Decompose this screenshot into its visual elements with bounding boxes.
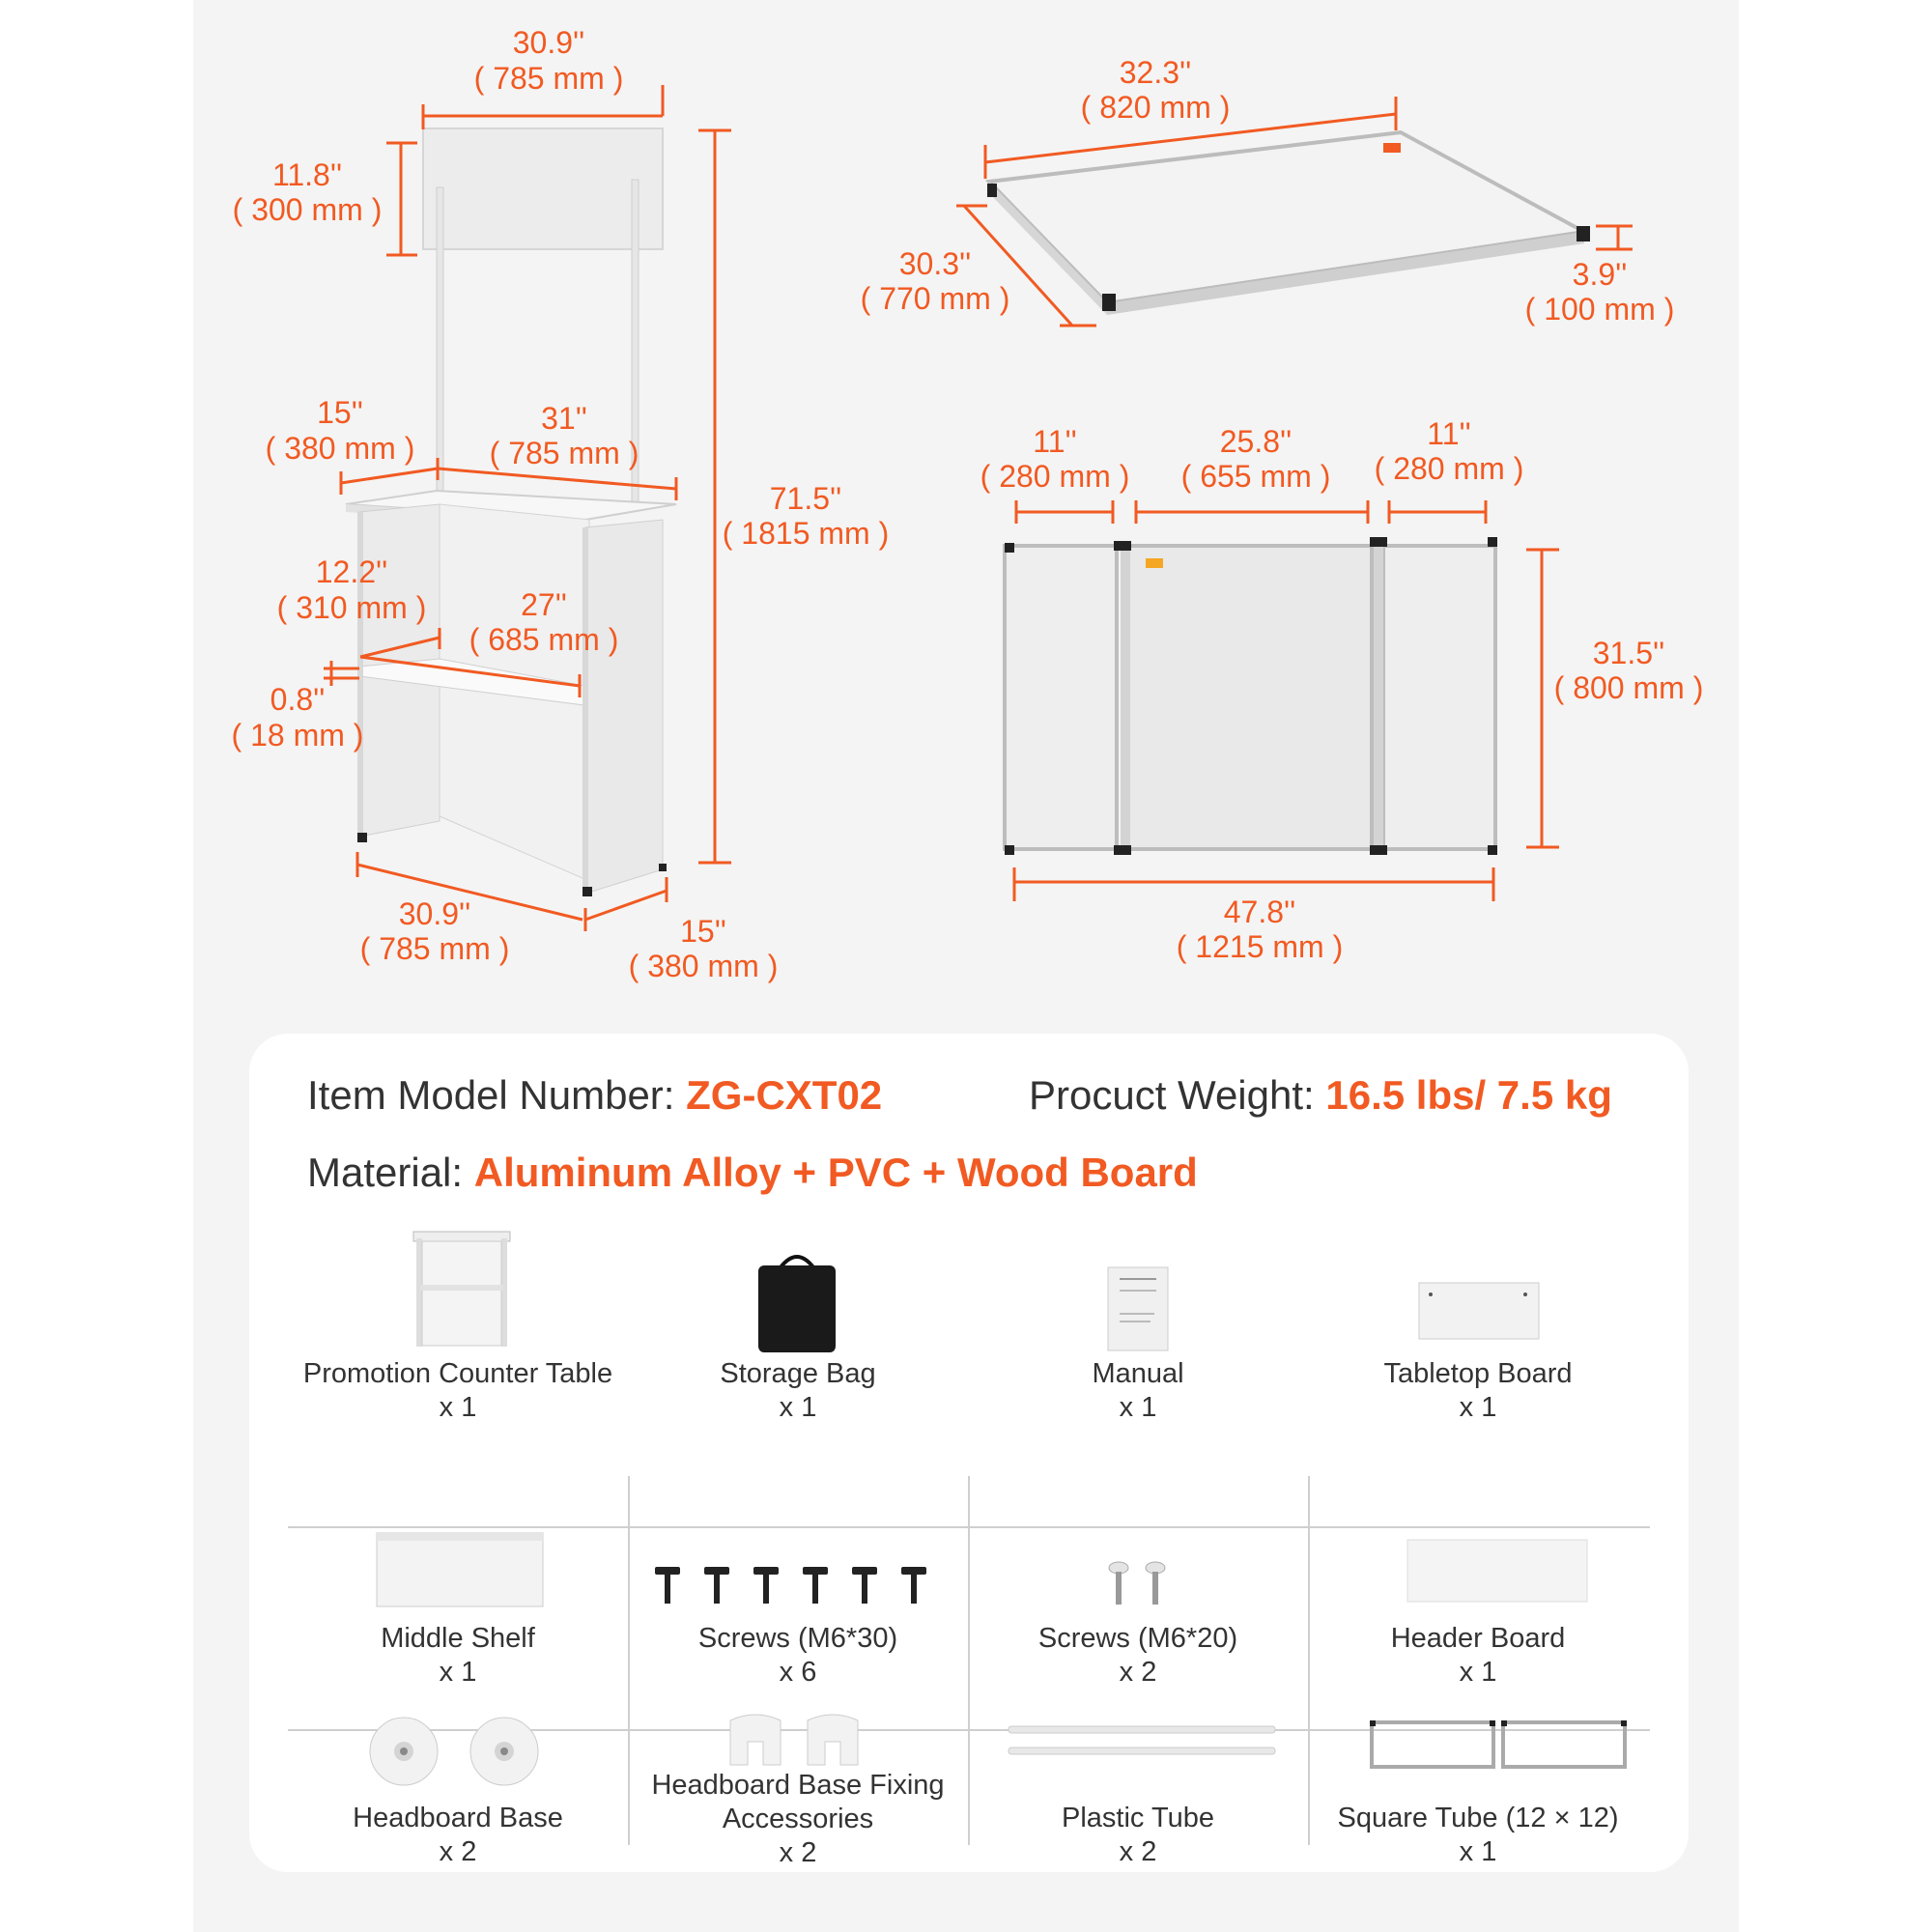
dim-shelf-depth: 12.2'' ( 310 mm ) — [276, 554, 427, 625]
part-qty: x 1 — [439, 1657, 477, 1688]
square-tube-icon — [1368, 1719, 1629, 1771]
dim-folded-width: 32.3'' ( 820 mm ) — [1080, 55, 1231, 125]
part-name: Headboard Base — [353, 1803, 563, 1833]
part-name: Plastic Tube — [1062, 1803, 1214, 1833]
part-name: Screws (M6*20) — [1037, 1623, 1238, 1654]
headboard-base-icon — [367, 1715, 543, 1788]
part-name: Headboard Base Fixing Accessories — [651, 1770, 945, 1834]
part-name: Manual — [1092, 1358, 1184, 1389]
dim-total-height: 71.5'' ( 1815 mm ) — [722, 481, 890, 551]
part-qty: x 1 — [1119, 1392, 1157, 1423]
plastic-tube-icon — [1007, 1722, 1277, 1761]
part-name: Storage Bag — [720, 1358, 876, 1389]
part-name: Promotion Counter Table — [302, 1358, 613, 1389]
part-plastic-tube — [968, 1734, 1308, 1867]
part-name: Square Tube (12 × 12) — [1337, 1803, 1619, 1833]
part-tabletop-board — [1308, 1227, 1648, 1517]
middle-shelf-icon — [375, 1531, 545, 1608]
dim-panel-left: 11'' ( 280 mm ) — [980, 424, 1130, 494]
part-qty: x 2 — [1119, 1657, 1157, 1688]
part-name: Screws (M6*30) — [697, 1623, 898, 1654]
part-qty: x 1 — [1459, 1392, 1497, 1423]
part-qty: x 2 — [439, 1836, 477, 1867]
counter-table-icon — [409, 1227, 515, 1352]
part-square-tube — [1308, 1734, 1648, 1867]
specs-panel — [249, 1034, 1689, 1872]
fixing-accessory-icon — [728, 1713, 864, 1767]
product-weight: Procuct Weight: 16.5 lbs/ 7.5 kg — [1029, 1072, 1612, 1118]
part-storage-bag — [628, 1227, 968, 1517]
panel-drawing — [1005, 537, 1497, 855]
dim-folded-thickness: 3.9'' ( 100 mm ) — [1524, 257, 1675, 327]
dim-panel-total: 47.8'' ( 1215 mm ) — [1176, 895, 1344, 964]
parts-grid — [288, 1227, 1650, 1868]
folded-case-drawing — [987, 132, 1590, 315]
header-board-icon — [1406, 1538, 1589, 1604]
screw-icon — [653, 1565, 943, 1607]
dim-base-width: 30.9'' ( 785 mm ) — [359, 896, 510, 966]
part-screws-m6-30 — [628, 1531, 968, 1724]
material: Material: Aluminum Alloy + PVC + Wood Board — [307, 1150, 1198, 1195]
part-qty: x 2 — [1119, 1836, 1157, 1867]
storage-bag-icon — [753, 1246, 840, 1357]
dim-header-width: 30.9'' ( 785 mm ) — [473, 25, 624, 96]
part-qty: x 6 — [779, 1657, 817, 1688]
dim-shelf-width: 27'' ( 685 mm ) — [469, 587, 619, 657]
counter-drawing — [346, 128, 676, 896]
model-number: Item Model Number: ZG-CXT02 — [307, 1072, 883, 1118]
screw-icon — [1107, 1560, 1169, 1612]
part-qty: x 1 — [439, 1392, 477, 1423]
part-manual — [968, 1227, 1308, 1517]
part-qty: x 1 — [1459, 1836, 1497, 1867]
part-name: Middle Shelf — [381, 1623, 535, 1654]
part-fixing-accessories — [628, 1734, 968, 1868]
dim-top-width: 31'' ( 785 mm ) — [489, 401, 639, 470]
part-headboard-base — [288, 1734, 628, 1867]
part-screws-m6-20 — [968, 1531, 1308, 1724]
dim-folded-depth: 30.3'' ( 770 mm ) — [860, 246, 1010, 316]
part-middle-shelf — [288, 1531, 628, 1724]
part-header-board — [1308, 1531, 1648, 1724]
part-qty: x 1 — [779, 1392, 817, 1423]
part-counter-table — [288, 1227, 628, 1517]
part-qty: x 2 — [779, 1837, 817, 1868]
tabletop-board-icon — [1417, 1281, 1541, 1341]
dim-shelf-thickness: 0.8'' ( 18 mm ) — [231, 682, 364, 753]
part-name: Tabletop Board — [1383, 1358, 1573, 1389]
part-name: Header Board — [1390, 1623, 1566, 1654]
dim-panel-center: 25.8'' ( 655 mm ) — [1180, 424, 1331, 494]
dim-header-height: 11.8'' ( 300 mm ) — [232, 157, 383, 227]
dim-panel-height: 31.5'' ( 800 mm ) — [1553, 636, 1704, 705]
dim-base-depth: 15'' ( 380 mm ) — [628, 914, 779, 983]
part-qty: x 1 — [1459, 1657, 1497, 1688]
dim-top-left: 15'' ( 380 mm ) — [265, 395, 415, 466]
manual-icon — [1106, 1265, 1170, 1352]
dim-panel-right: 11'' ( 280 mm ) — [1374, 416, 1524, 486]
